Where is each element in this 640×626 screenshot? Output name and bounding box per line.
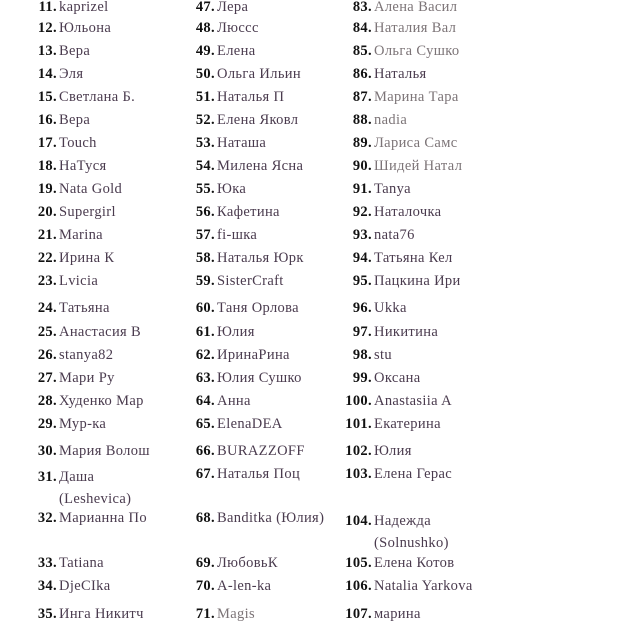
participant-name: Елена Герас bbox=[374, 466, 453, 482]
list-item bbox=[180, 89, 284, 106]
item-number: 33. bbox=[37, 555, 57, 571]
list-item bbox=[10, 324, 141, 341]
item-number: 32. bbox=[37, 510, 57, 526]
participant-name: Вера bbox=[59, 43, 91, 59]
item-number: 24. bbox=[37, 300, 57, 316]
item-number: 95. bbox=[352, 273, 372, 289]
item-number: 68. bbox=[195, 510, 215, 526]
item-number: 100. bbox=[345, 393, 372, 409]
participant-name: Ирина К bbox=[59, 250, 115, 266]
participant-name: Елена Яковл bbox=[217, 112, 299, 128]
participant-name: Наташа bbox=[217, 135, 267, 151]
participant-name: Nata Gold bbox=[59, 181, 123, 197]
participant-name: Наталья bbox=[374, 66, 427, 82]
participant-name: Вера bbox=[59, 112, 91, 128]
participant-name: Мари Ру bbox=[59, 370, 115, 386]
participant-name: Юка bbox=[217, 181, 247, 197]
item-number: 21. bbox=[37, 227, 57, 243]
participant-name: Екатерина bbox=[374, 416, 441, 432]
participant-name: Даша (Leshevica) bbox=[59, 469, 132, 507]
list-item bbox=[10, 300, 110, 317]
item-number: 94. bbox=[352, 250, 372, 266]
list-item bbox=[335, 250, 453, 267]
item-number: 91. bbox=[352, 181, 372, 197]
item-number: 53. bbox=[195, 135, 215, 151]
list-item bbox=[10, 204, 116, 221]
participant-name: Marina bbox=[59, 227, 103, 243]
item-number: 16. bbox=[37, 112, 57, 128]
item-number: 50. bbox=[195, 66, 215, 82]
participant-name: fi-шка bbox=[217, 227, 258, 243]
item-number: 96. bbox=[352, 300, 372, 316]
list-item bbox=[10, 416, 106, 433]
list-item bbox=[335, 20, 456, 37]
list-item bbox=[180, 578, 271, 595]
list-item bbox=[180, 466, 300, 483]
list-item bbox=[335, 227, 415, 244]
list-item bbox=[335, 89, 459, 106]
list-item bbox=[335, 578, 473, 595]
participant-name: Наталья Поц bbox=[217, 466, 301, 482]
participant-name: Шидей Натал bbox=[374, 158, 463, 174]
item-number: 102. bbox=[345, 443, 372, 459]
list-item bbox=[180, 416, 283, 433]
participant-name: Никитина bbox=[374, 324, 439, 340]
item-number: 12. bbox=[37, 20, 57, 36]
participant-name: Анастасия В bbox=[59, 324, 142, 340]
participant-name: Марина Тара bbox=[374, 89, 459, 105]
participant-name: Оксана bbox=[374, 370, 421, 386]
participant-name: Милена Ясна bbox=[217, 158, 304, 174]
item-number: 60. bbox=[195, 300, 215, 316]
item-number: 34. bbox=[37, 578, 57, 594]
item-number: 105. bbox=[345, 555, 372, 571]
item-number: 51. bbox=[195, 89, 215, 105]
item-number: 23. bbox=[37, 273, 57, 289]
list-item bbox=[180, 443, 305, 460]
list-item bbox=[180, 227, 257, 244]
list-item bbox=[335, 181, 411, 198]
list-item bbox=[10, 181, 122, 198]
participant-name: Алена Васил bbox=[374, 0, 458, 15]
item-number: 52. bbox=[195, 112, 215, 128]
participant-name: stu bbox=[374, 347, 392, 363]
participant-name: Tanya bbox=[374, 181, 411, 197]
item-number: 13. bbox=[37, 43, 57, 59]
item-number: 106. bbox=[345, 578, 372, 594]
item-number: 65. bbox=[195, 416, 215, 432]
item-number: 62. bbox=[195, 347, 215, 363]
item-number: 28. bbox=[37, 393, 57, 409]
participant-name: Touch bbox=[59, 135, 97, 151]
item-number: 11. bbox=[38, 0, 57, 15]
list-item bbox=[180, 181, 246, 198]
participant-name: Magis bbox=[217, 606, 255, 622]
participant-name: Кафетина bbox=[217, 204, 280, 220]
participant-name: Юлия Сушко bbox=[217, 370, 302, 386]
item-number: 86. bbox=[352, 66, 372, 82]
participant-name: Наталия Вал bbox=[374, 20, 457, 36]
participant-name: A-len-ka bbox=[217, 578, 272, 594]
participant-name: Ukka bbox=[374, 300, 407, 316]
list-item bbox=[10, 606, 144, 623]
participant-name: Пацкина Ири bbox=[374, 273, 461, 289]
item-number: 90. bbox=[352, 158, 372, 174]
list-item bbox=[10, 250, 114, 267]
list-item bbox=[10, 227, 103, 244]
list-item bbox=[180, 158, 303, 175]
participant-name: Наталочка bbox=[374, 204, 442, 220]
list-item bbox=[180, 370, 302, 387]
list-item bbox=[335, 555, 454, 572]
list-item bbox=[10, 66, 83, 83]
list-item bbox=[180, 43, 255, 60]
list-item bbox=[10, 466, 154, 510]
item-number: 17. bbox=[37, 135, 57, 151]
participant-name: Banditka (Юлия) bbox=[217, 510, 325, 526]
participant-name: DjeCIka bbox=[59, 578, 111, 594]
list-item bbox=[180, 204, 280, 221]
item-number: 31. bbox=[37, 469, 57, 485]
participant-name: Мур-ка bbox=[59, 416, 107, 432]
participant-name: Ольга Ильин bbox=[217, 66, 302, 82]
item-number: 87. bbox=[352, 89, 372, 105]
item-number: 15. bbox=[37, 89, 57, 105]
list-item bbox=[335, 443, 412, 460]
item-number: 48. bbox=[195, 20, 215, 36]
participant-name: Елена bbox=[217, 43, 256, 59]
item-number: 99. bbox=[352, 370, 372, 386]
list-item bbox=[180, 510, 324, 527]
item-number: 104. bbox=[345, 513, 372, 529]
item-number: 57. bbox=[195, 227, 215, 243]
participant-name: Худенко Мар bbox=[59, 393, 144, 409]
list-item bbox=[335, 158, 462, 175]
item-number: 97. bbox=[352, 324, 372, 340]
item-number: 14. bbox=[37, 66, 57, 82]
item-number: 71. bbox=[195, 606, 215, 622]
list-item bbox=[335, 273, 461, 290]
list-item bbox=[10, 20, 111, 37]
item-number: 22. bbox=[37, 250, 57, 266]
list-item bbox=[180, 250, 304, 267]
item-number: 63. bbox=[195, 370, 215, 386]
list-item bbox=[180, 0, 248, 16]
item-number: 64. bbox=[195, 393, 215, 409]
list-item bbox=[335, 510, 494, 554]
list-item bbox=[335, 66, 427, 83]
list-item bbox=[335, 0, 457, 16]
item-number: 56. bbox=[195, 204, 215, 220]
list-item bbox=[335, 347, 392, 364]
list-item bbox=[10, 555, 104, 572]
list-item bbox=[180, 112, 298, 129]
list-item bbox=[335, 466, 452, 483]
list-item bbox=[335, 393, 452, 410]
item-number: 26. bbox=[37, 347, 57, 363]
item-number: 18. bbox=[37, 158, 57, 174]
list-item bbox=[335, 324, 438, 341]
list-item bbox=[180, 273, 284, 290]
item-number: 35. bbox=[37, 606, 57, 622]
participant-name: Юлия bbox=[217, 324, 255, 340]
list-item bbox=[10, 112, 90, 129]
list-item bbox=[10, 89, 135, 106]
list-item bbox=[180, 66, 301, 83]
list-item bbox=[180, 324, 255, 341]
item-number: 49. bbox=[195, 43, 215, 59]
list-item bbox=[180, 300, 299, 317]
list-item bbox=[10, 510, 147, 527]
participant-name: BURAZZOFF bbox=[217, 443, 305, 459]
item-number: 107. bbox=[345, 606, 372, 622]
participant-name: nadia bbox=[374, 112, 408, 128]
participant-name: SisterCraft bbox=[217, 273, 284, 289]
list-item bbox=[335, 112, 407, 129]
item-number: 69. bbox=[195, 555, 215, 571]
item-number: 84. bbox=[352, 20, 372, 36]
participant-name: Ольга Сушко bbox=[374, 43, 460, 59]
item-number: 103. bbox=[345, 466, 372, 482]
item-number: 101. bbox=[345, 416, 372, 432]
participant-name: Tatiana bbox=[59, 555, 104, 571]
item-number: 67. bbox=[195, 466, 215, 482]
participant-name: Лариса Самс bbox=[374, 135, 458, 151]
item-number: 88. bbox=[352, 112, 372, 128]
list-item bbox=[180, 135, 266, 152]
list-item bbox=[180, 606, 255, 623]
item-number: 19. bbox=[37, 181, 57, 197]
list-item bbox=[10, 158, 107, 175]
participant-name: Марианна По bbox=[59, 510, 147, 526]
list-item bbox=[335, 370, 421, 387]
participant-name: stanya82 bbox=[59, 347, 114, 363]
item-number: 54. bbox=[195, 158, 215, 174]
participant-name: Таня Орлова bbox=[217, 300, 299, 316]
item-number: 89. bbox=[352, 135, 372, 151]
item-number: 61. bbox=[195, 324, 215, 340]
list-item bbox=[335, 43, 459, 60]
list-item bbox=[180, 393, 251, 410]
participant-name: Natalia Yarkova bbox=[374, 578, 473, 594]
participant-name: Инга Никитч bbox=[59, 606, 144, 622]
item-number: 47. bbox=[195, 0, 215, 15]
item-number: 25. bbox=[37, 324, 57, 340]
list-item bbox=[10, 578, 111, 595]
participant-name: ИринаРина bbox=[217, 347, 290, 363]
participant-name: Наталья П bbox=[217, 89, 285, 105]
participant-name: Lvicia bbox=[59, 273, 99, 289]
item-number: 29. bbox=[37, 416, 57, 432]
list-item bbox=[335, 606, 421, 623]
participant-name: НаТуся bbox=[59, 158, 107, 174]
item-number: 83. bbox=[352, 0, 372, 15]
item-number: 98. bbox=[352, 347, 372, 363]
participant-name: Эля bbox=[59, 66, 84, 82]
list-item bbox=[180, 555, 278, 572]
item-number: 93. bbox=[352, 227, 372, 243]
participant-name: Наталья Юрк bbox=[217, 250, 304, 266]
list-item bbox=[180, 20, 259, 37]
list-item bbox=[10, 135, 97, 152]
item-number: 30. bbox=[37, 443, 57, 459]
participant-name: Татьяна bbox=[59, 300, 110, 316]
list-item bbox=[335, 416, 441, 433]
participant-name: Юлия bbox=[374, 443, 412, 459]
item-number: 20. bbox=[37, 204, 57, 220]
participant-name: nata76 bbox=[374, 227, 415, 243]
list-item bbox=[180, 347, 290, 364]
participant-name: Анна bbox=[217, 393, 251, 409]
list-item bbox=[10, 0, 109, 16]
participant-name: Supergirl bbox=[59, 204, 116, 220]
participant-name: Мария Волош bbox=[59, 443, 150, 459]
participant-name: Елена Котов bbox=[374, 555, 455, 571]
list-item bbox=[10, 443, 150, 460]
participant-name: Anastasiia A bbox=[374, 393, 452, 409]
item-number: 92. bbox=[352, 204, 372, 220]
participant-name: Люсcс bbox=[217, 20, 259, 36]
list-item bbox=[10, 347, 113, 364]
item-number: 70. bbox=[195, 578, 215, 594]
participant-name: Лера bbox=[217, 0, 249, 15]
participant-name: kaprizel bbox=[59, 0, 109, 15]
participant-name: Юльона bbox=[59, 20, 112, 36]
list-item bbox=[335, 135, 458, 152]
list-item bbox=[335, 204, 441, 221]
participant-name: Надежда (Solnushko) bbox=[374, 513, 449, 551]
item-number: 85. bbox=[352, 43, 372, 59]
item-number: 58. bbox=[195, 250, 215, 266]
list-item bbox=[10, 393, 144, 410]
participant-name: ElenaDEA bbox=[217, 416, 283, 432]
participant-name: марина bbox=[374, 606, 421, 622]
item-number: 59. bbox=[195, 273, 215, 289]
item-number: 27. bbox=[37, 370, 57, 386]
item-number: 55. bbox=[195, 181, 215, 197]
participant-name: Светлана Б. bbox=[59, 89, 136, 105]
item-number: 66. bbox=[195, 443, 215, 459]
list-item bbox=[10, 273, 98, 290]
list-item bbox=[10, 370, 115, 387]
list-item bbox=[10, 43, 90, 60]
participant-name: ЛюбовьК bbox=[217, 555, 278, 571]
participant-name: Татьяна Кел bbox=[374, 250, 453, 266]
list-item bbox=[335, 300, 407, 317]
